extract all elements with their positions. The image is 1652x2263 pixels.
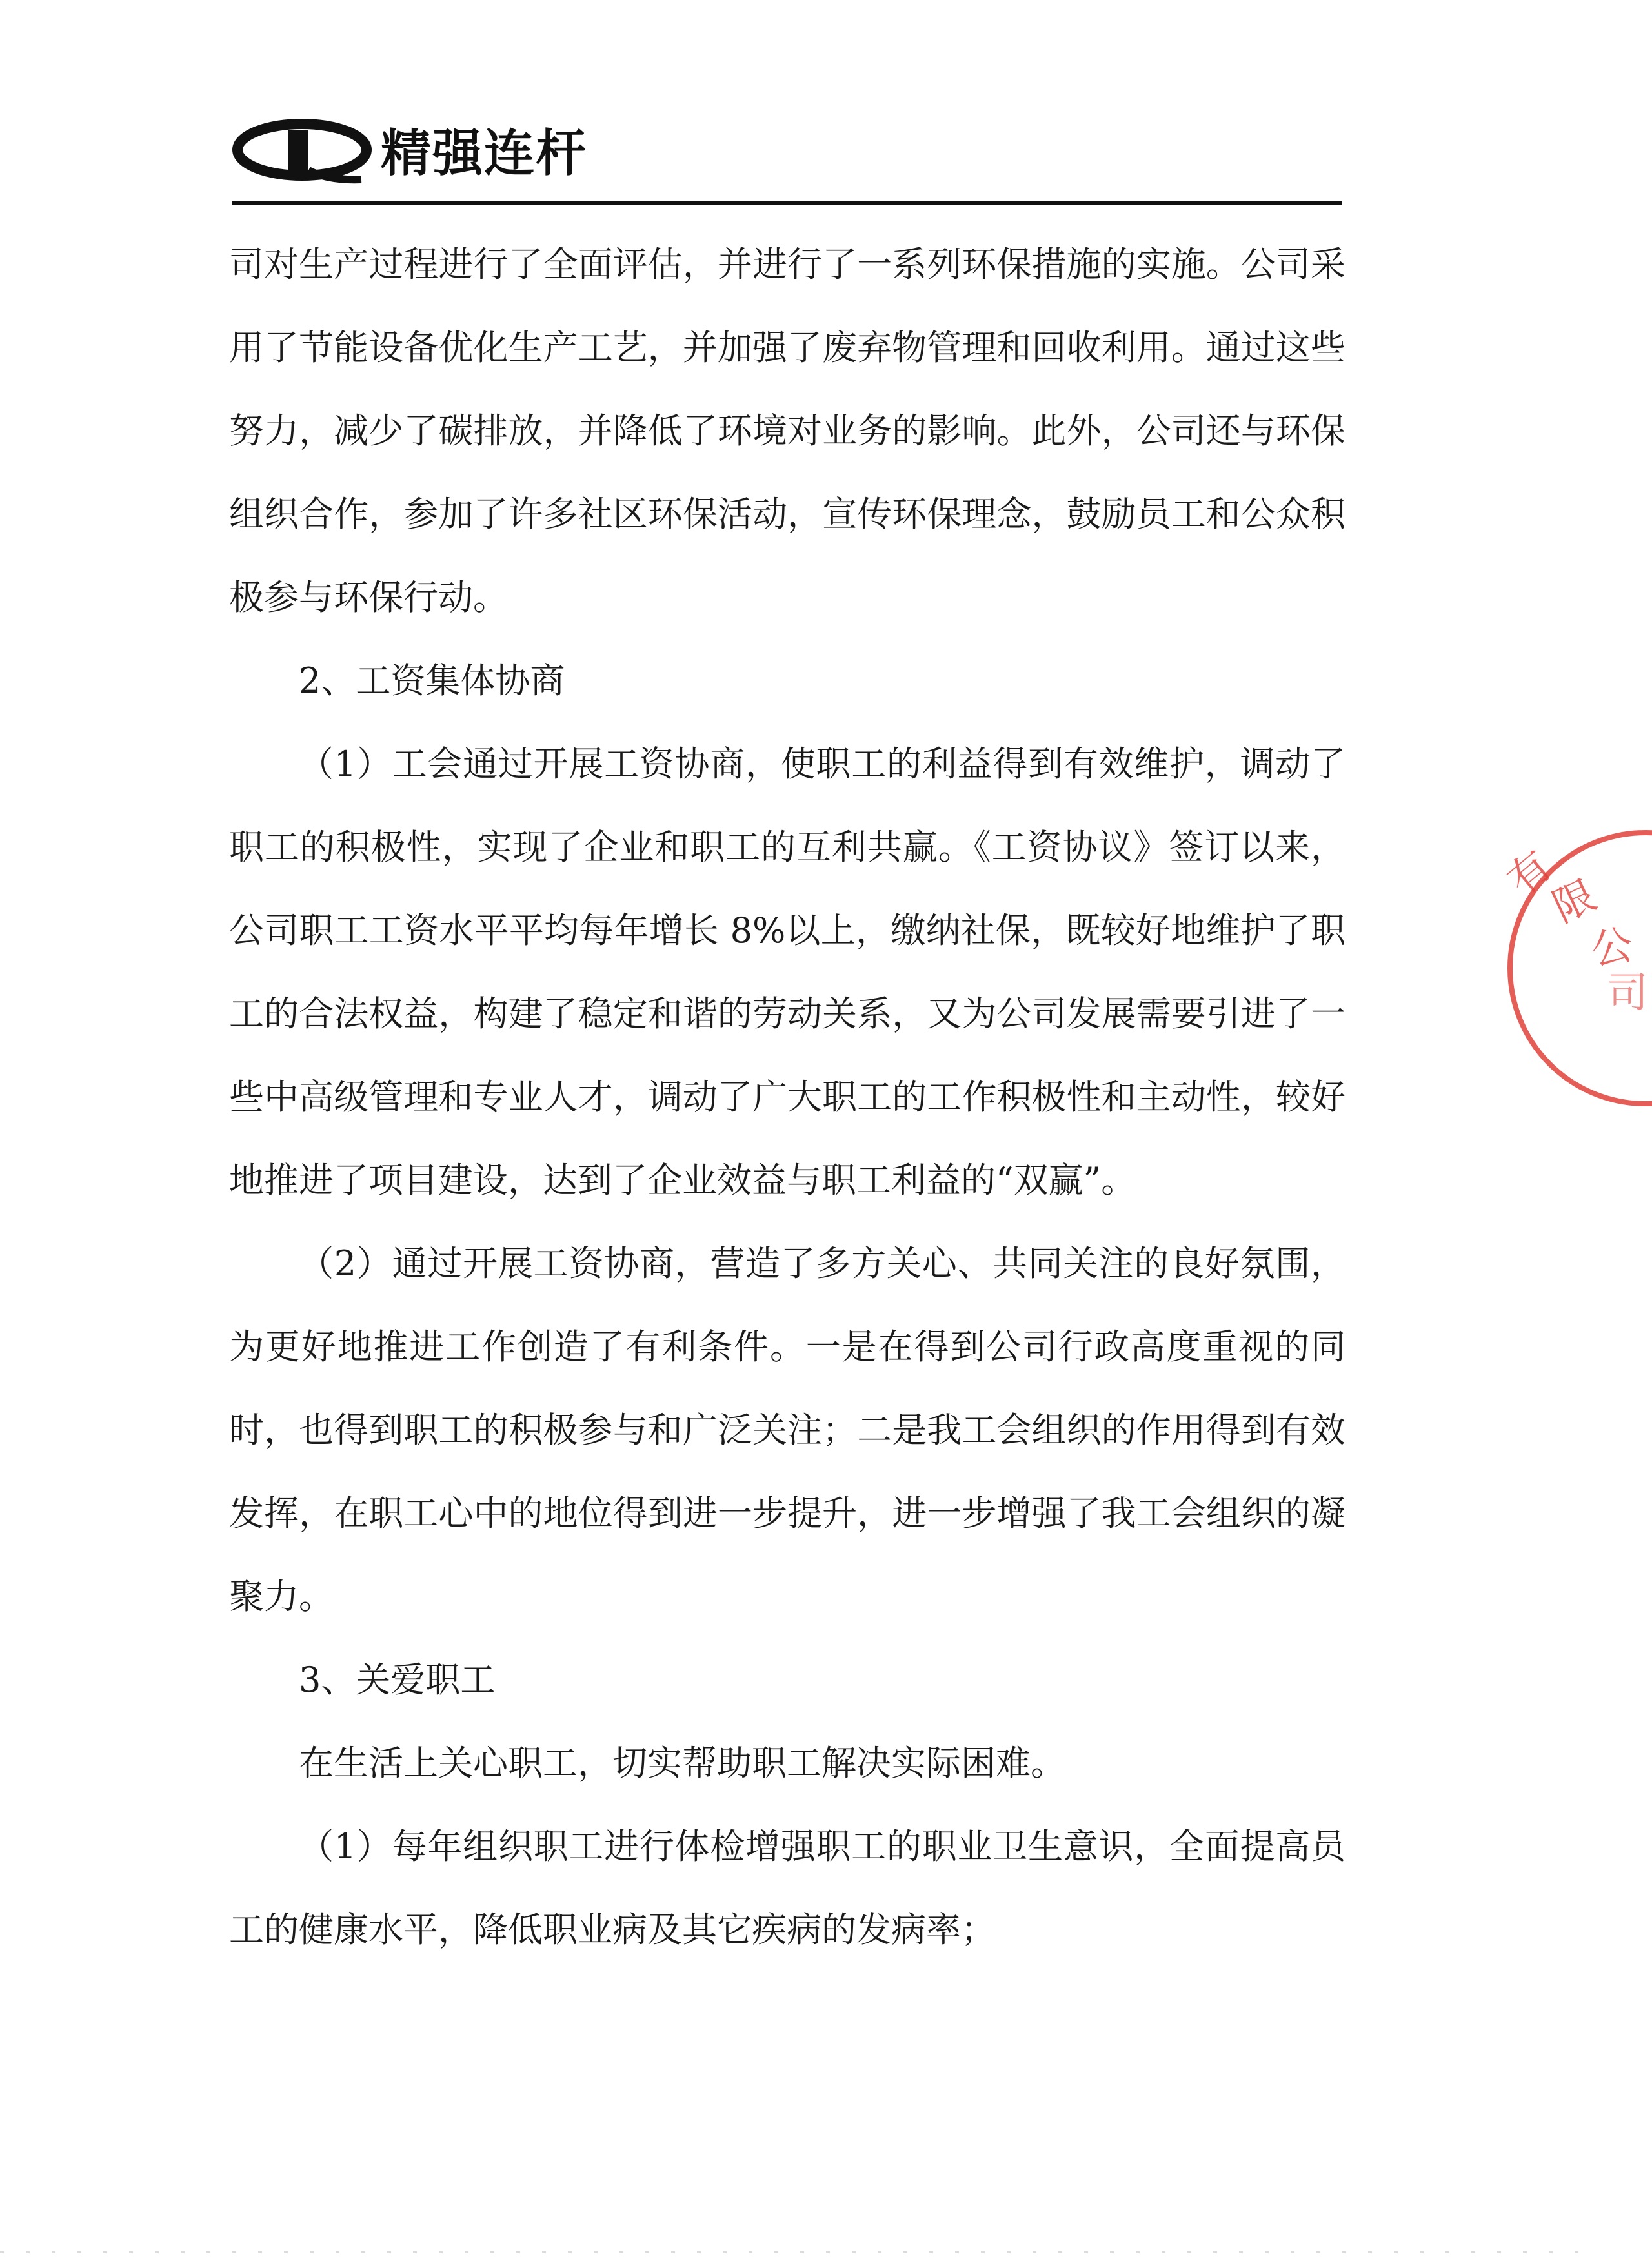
paragraph-employee-care-1: （1）每年组织职工进行体检增强职工的职业卫生意识，全面提高员工的健康水平，降低职业病及其它疾病的发病率； [229,1826,1345,1950]
svg-text:有: 有 [1498,842,1562,906]
company-name: 精强连杆 [381,125,588,183]
company-q-logo-icon [232,116,381,187]
letterhead [232,103,1342,200]
svg-text:公: 公 [1587,920,1637,975]
paragraph-wage-negotiation-2: （2）通过开展工资协商，营造了多方关心、共同关注的良好氛围，为更好地推进工作创造了有利条件。一是在得到公司行政高度重视的同时，也得到职工的积极参与和广泛关注；二是我工会组织的作用得到有效发挥，在职工心中的地位得到进一步提升，进一步增强了我工会组织的凝聚力。 [229,1243,1345,1617]
header-divider [232,201,1342,205]
document-body [229,223,1345,1971]
paragraph-employee-care-intro: 在生活上关心职工，切实帮助职工解决实际困难。 [299,1743,1065,1783]
company-seal-stamp [1484,813,1652,1123]
scan-edge-artifact [0,2251,1600,2253]
paragraph-environment: 司对生产过程进行了全面评估，并进行了一系列环保措施的实施。公司采用了节能设备优化生产工艺，并加强了废弃物管理和回收利用。通过这些努力，减少了碳排放，并降低了环境对业务的影响。此外，公司还与环保组织合作，参加了许多社区环保活动，宣传环保理念，鼓励员工和公众积极参与环保行动。 [229,244,1345,618]
paragraph-wage-negotiation-1: （1）工会通过开展工资协商，使职工的利益得到有效维护，调动了职工的积极性，实现了企业和职工的互利共赢。《工资协议》签订以来，公司职工工资水平平均每年增长 8%以上，缴纳社保，既较好地维护了职工的合法权益，构建了稳定和谐的劳动关系，又为公司发展需要引进了一些中高级管理和专业人才，调动了广大职工的工作积极性和主动性，较好地推进了项目建设，达到了企业效益与职工利益的“双赢”。 [229,744,1345,1201]
section-heading-employee-care: 3、关爱职工 [299,1659,496,1700]
svg-text:司: 司 [1607,969,1648,1017]
section-heading-wage-negotiation: 2、工资集体协商 [299,660,565,701]
svg-text:限: 限 [1546,871,1604,933]
